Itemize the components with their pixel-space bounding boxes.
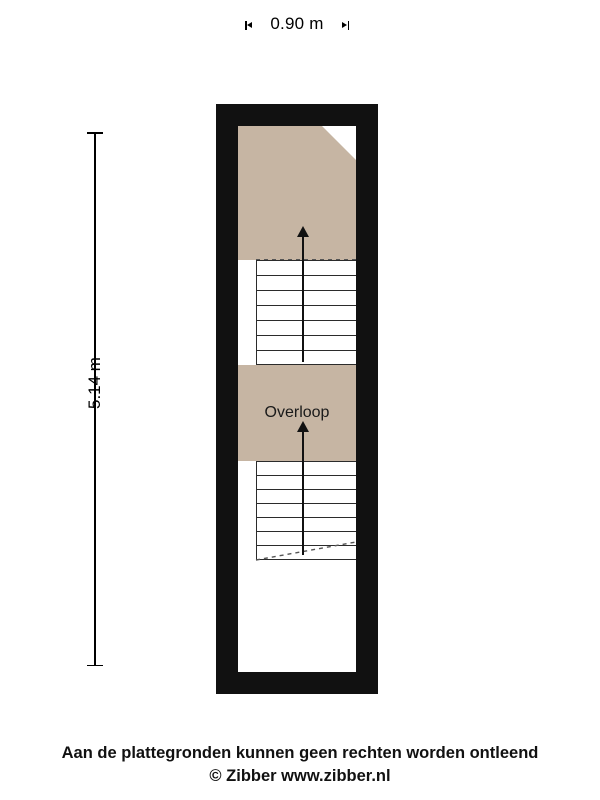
stair-tread bbox=[256, 517, 356, 518]
stair-tread bbox=[256, 350, 356, 351]
stair-tread bbox=[256, 461, 356, 462]
floorplan-walls bbox=[216, 104, 378, 694]
floorplan-interior bbox=[238, 126, 356, 672]
stair-tread bbox=[256, 305, 356, 306]
upper-landing-area bbox=[238, 126, 356, 260]
stair-tread bbox=[256, 531, 356, 532]
width-dimension-label: 0.90 m bbox=[270, 14, 324, 33]
stair-tread bbox=[256, 489, 356, 490]
lower-stair-direction-arrow-icon bbox=[302, 431, 304, 555]
stair-tread bbox=[256, 290, 356, 291]
height-dimension-cap-bottom bbox=[87, 665, 103, 667]
height-dimension-label: 5.14 m bbox=[85, 357, 104, 409]
lower-staircase-dashed-edge bbox=[238, 538, 356, 568]
stair-tread bbox=[256, 320, 356, 321]
room-overloop-label: Overloop bbox=[264, 404, 330, 421]
stair-tread bbox=[256, 475, 356, 476]
stair-tread bbox=[256, 503, 356, 504]
stair-tread bbox=[256, 260, 356, 261]
height-dimension-cap-top bbox=[87, 132, 103, 134]
stair-tread bbox=[256, 335, 356, 336]
footer bbox=[0, 742, 600, 788]
width-dimension bbox=[236, 14, 358, 40]
upper-staircase bbox=[256, 260, 356, 365]
height-dimension bbox=[78, 132, 124, 666]
footer-credit: © Zibber www.zibber.nl bbox=[209, 767, 391, 785]
stair-tread bbox=[256, 275, 356, 276]
footer-disclaimer: Aan de plattegronden kunnen geen rechten worden ontleend bbox=[61, 744, 539, 762]
upper-stair-direction-arrow-icon bbox=[302, 236, 304, 362]
